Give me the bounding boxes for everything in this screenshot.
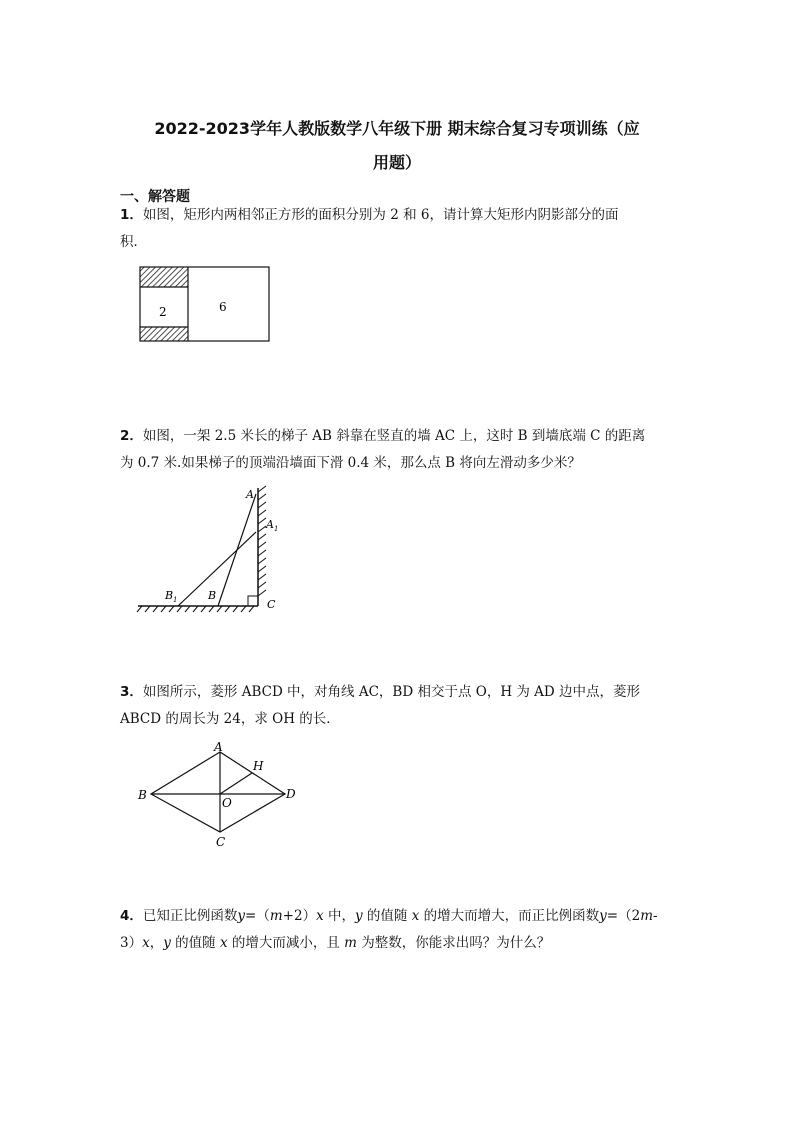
svg-text:A: A xyxy=(246,488,254,501)
question-number: 4． xyxy=(120,908,143,924)
figure-rectangle-squares xyxy=(139,266,271,343)
svg-text:C: C xyxy=(267,598,276,611)
figure-ladder xyxy=(136,484,286,614)
question-3 xyxy=(120,679,680,733)
svg-text:A: A xyxy=(266,518,274,531)
question-2 xyxy=(120,423,680,477)
question-text: 如图，矩形内两相邻正方形的面积分别为 2 和 6，请计算大矩形内阴影部分的面 xyxy=(142,207,619,223)
question-number: 3． xyxy=(120,684,143,700)
question-text: 如图所示，菱形 ABCD 中，对角线 AC，BD 相交于点 O，H 为 AD 边中点，菱形 xyxy=(142,684,641,700)
svg-text:C: C xyxy=(216,835,226,849)
svg-text:D: D xyxy=(286,787,296,801)
svg-text:O: O xyxy=(222,796,232,810)
svg-text:B: B xyxy=(138,788,147,802)
svg-text:B: B xyxy=(165,589,174,602)
section-heading: 一、解答题 xyxy=(120,189,190,205)
question-text: ABCD 的周长为 24，求 OH 的长． xyxy=(120,711,340,727)
document-title-line-2: 用题） xyxy=(372,153,421,172)
question-text: 积． xyxy=(120,234,147,250)
svg-text:1: 1 xyxy=(173,596,178,604)
question-number: 1． xyxy=(120,207,143,223)
svg-text:H: H xyxy=(253,759,264,773)
segment-OH xyxy=(220,773,252,794)
document-title-line-1: 2022-2023学年人教版数学八年级下册 期末综合复习专项训练（应 xyxy=(154,119,640,138)
question-4: 4．已知正比例函数y=（m+2）x 中，y 的值随 x 的增大而增大，而正比例函数y=（2m- 3）x，y 的值随 x 的增大而减小，且 m 为整数，你能求出吗？为什么？ xyxy=(120,908,658,951)
label-area-6: 6 xyxy=(219,300,227,314)
question-number: 2． xyxy=(120,428,143,444)
ladder-A1B1 xyxy=(178,532,256,606)
shaded-region-bottom xyxy=(140,327,188,341)
label-area-2: 2 xyxy=(159,305,167,319)
shaded-region-top xyxy=(140,267,188,287)
svg-text:A: A xyxy=(214,740,223,754)
svg-text:1: 1 xyxy=(274,525,279,533)
question-1 xyxy=(120,202,680,256)
question-text: 为 0.7 米.如果梯子的顶端沿墙面下滑 0.4 米，那么点 B 将向左滑动多少米？ xyxy=(120,455,581,471)
svg-text:B: B xyxy=(208,589,217,602)
figure-rhombus xyxy=(136,740,306,852)
rhombus-ABCD xyxy=(151,752,285,832)
question-text: 如图，一架 2.5 米长的梯子 AB 斜靠在竖直的墙 AC 上，这时 B 到墙底端 C 的距离 xyxy=(142,428,646,444)
